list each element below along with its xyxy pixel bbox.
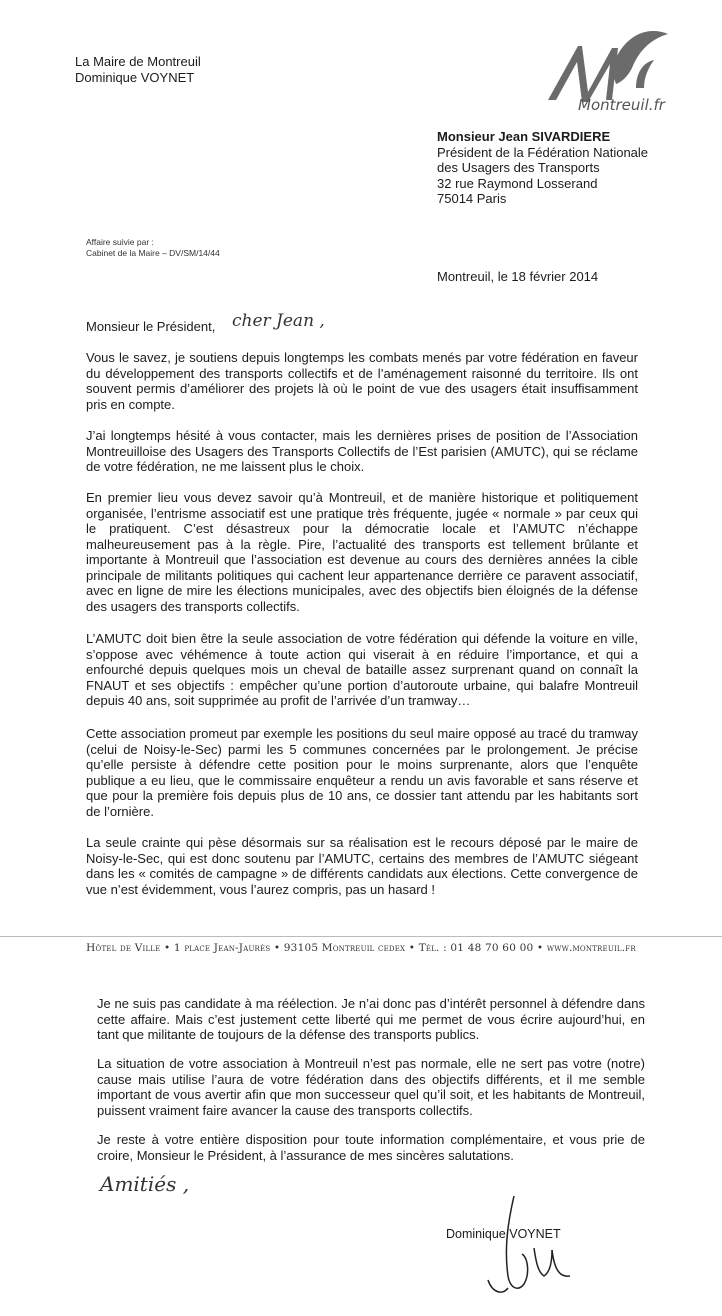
paragraph: Je ne suis pas candidate à ma réélection. Je n’ai donc pas d’intérêt personnel à défendre dans cette affaire. Mais c’est justement cette liberté qui me permet de vous écrire aujourd’hui, en tant que militante de toujours de la défense des transports publics. <box>97 996 645 1042</box>
affaire-label: Affaire suivie par : <box>86 237 154 247</box>
sender-title: La Maire de Montreuil <box>75 54 201 69</box>
handwritten-closing: Amitiés , <box>100 1172 190 1196</box>
paragraph: Cette association promeut par exemple les positions du seul maire opposé au tracé du tramway (celui de Noisy-le-Sec) parmi les 5 communes concernées par le prolongement. Je précise qu’elle persiste à défendre cette position pour le moins surprenante, alors que l’enquête publique a eu lieu, que le commissaire enquêteur a rendu un avis favorable et sans réserve et que pour la première fois depuis plus de 10 ans, ce dossier tant attendu par les habitants sort de l’ornière. <box>86 726 638 819</box>
paragraph: La situation de votre association à Montreuil n’est pas normale, elle ne sert pas votre (notre) cause mais utilise l’aura de votre fédération dans des objectifs différents, et il me semble important de vous avertir afin que mon successeur quel qu’il soit, et les habitants de Montreuil, puissent vraiment faire avancer la cause des transports collectifs. <box>97 1056 645 1118</box>
recipient-line: des Usagers des Transports <box>437 160 600 176</box>
recipient-line: 32 rue Raymond Losserand <box>437 175 598 191</box>
paragraph: En premier lieu vous devez savoir qu’à Montreuil, et de manière historique et politiquement organisée, l’entrisme associatif est une pratique très fréquente, jugée « normale » par ceux qui le pratiquent. C’est désastreux pour la démocratie locale et l’AMUTC n’échappe malheureusement pas à la règle. Pire, l’actualité des transports est tellement brûlante et importante à Montreuil que l’association est devenue au cours des dernières années la cible principale de militants politiques qui cachent leur appartenance derrière ce paravent associatif, avec en ligne de mire les élections municipales, avec des objectifs bien éloignés de la défense des usagers des transports collectifs. <box>86 490 638 614</box>
recipient-line: Président de la Fédération Nationale <box>437 144 649 160</box>
salutation: Monsieur le Président, <box>86 319 216 334</box>
handwritten-signature-icon <box>478 1192 578 1302</box>
paragraph: Vous le savez, je soutiens depuis longtemps les combats menés par votre fédération en faveur du développement des transports collectifs et de l’aménagement raisonné du territoire. Ils ont souvent permis d’améliorer des projets là où le point de vue des usagers était insuffisamment pris en compte. <box>86 350 638 412</box>
recipient-block <box>437 129 648 207</box>
affaire-value: Cabinet de la Maire – DV/SM/14/44 <box>86 248 220 258</box>
paragraph: L’AMUTC doit bien être la seule association de votre fédération qui défende la voiture en ville, s’oppose avec véhémence à toute action qui viserait à en réduire l’importance, et qui a enfourché depuis quelques mois un cheval de bataille assez surprenant quand on connaît la FNAUT et ses objectifs : empêcher qu’une portion d’autoroute urbaine, qui balafre Montreuil depuis 40 ans, soit supprimée au profit de l’arrivée d’un tramway… <box>86 631 638 708</box>
logo-text: Montreuil.fr <box>578 96 665 114</box>
recipient-name: Monsieur Jean SIVARDIERE <box>437 129 611 144</box>
recipient-line: 75014 Paris <box>437 191 507 207</box>
sender-name: Dominique VOYNET <box>75 70 195 85</box>
paragraph: Je reste à votre entière disposition pour toute information complémentaire, et vous prie de croire, Monsieur le Président, à l’assurance de mes sincères salutations. <box>97 1132 645 1163</box>
sender-block <box>75 54 201 86</box>
handwritten-salutation: cher Jean , <box>232 311 325 331</box>
letter-date: Montreuil, le 18 février 2014 <box>437 269 599 284</box>
affaire-reference <box>86 237 220 259</box>
paragraph: La seule crainte qui pèse désormais sur sa réalisation est le recours déposé par le maire de Noisy-le-Sec, qui est donc soutenu par l’AMUTC, certains des membres de l’AMUTC siégeant dans les « comités de campagne » de différents candidats aux élections. Cette convergence de vue n’est évidemment, vous l’aurez compris, pas un hasard ! <box>86 835 638 897</box>
signature-name: Dominique VOYNET <box>446 1227 561 1241</box>
letterhead-footer: Hôtel de Ville • 1 place Jean-Jaurès • 93105 Montreuil cedex • Tél. : 01 48 70 60 00 • www.montreuil.fr <box>0 936 722 954</box>
paragraph: J’ai longtemps hésité à vous contacter, mais les dernières prises de position de l’Association Montreuilloise des Usagers des Transports Collectifs de l’Est parisien (AMUTC), qui se réclame de votre fédération, ne me laissent plus le choix. <box>86 428 638 474</box>
